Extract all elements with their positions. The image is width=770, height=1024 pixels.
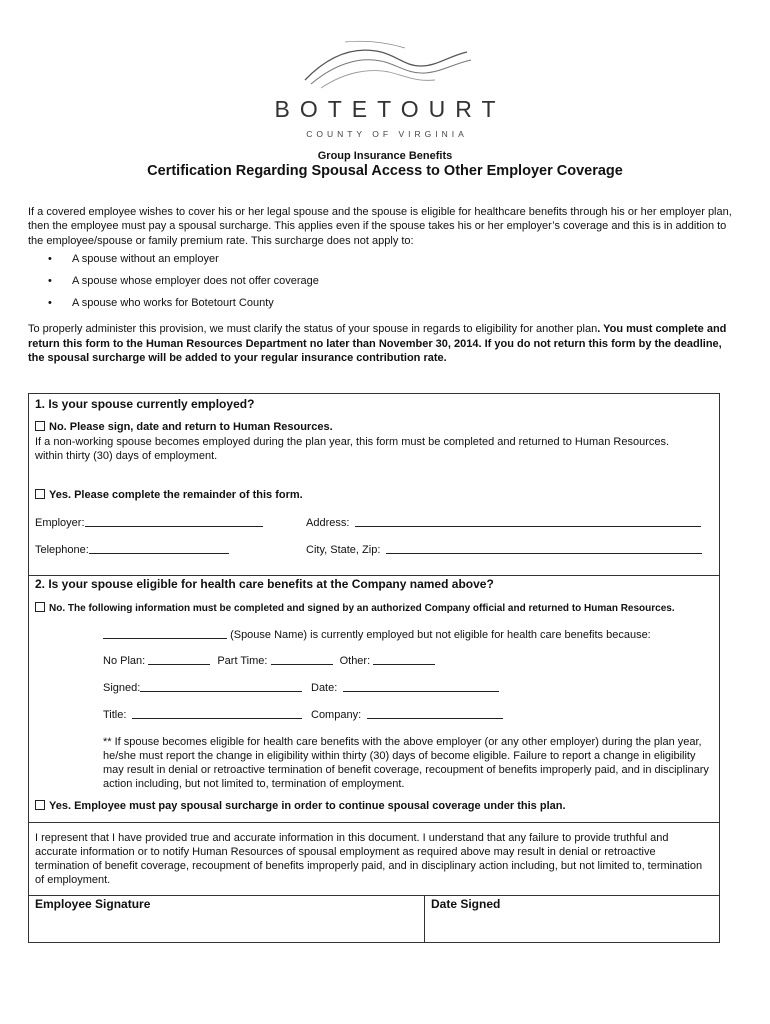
divider bbox=[29, 895, 719, 896]
intro-paragraph: If a covered employee wishes to cover his or her legal spouse and the spouse is eligible for healthcare benefits through his or her employer plan, then the employee must pay a spousal surcharge. This applies even if the spouse takes his or her employer’s coverage and this is in addition to the employee/spouse or family premium rate. This surcharge does not apply to: bbox=[28, 206, 732, 247]
option-2-yes[interactable]: Yes. Employee must pay spousal surcharge in order to continue spousal coverage under this plan. bbox=[35, 800, 566, 812]
county-logo bbox=[0, 40, 770, 139]
address-field[interactable]: Address: bbox=[306, 516, 701, 529]
other-line[interactable] bbox=[373, 654, 435, 665]
spouse-name-line[interactable] bbox=[103, 628, 227, 639]
city-field[interactable]: City, State, Zip: bbox=[306, 543, 702, 556]
employer-line[interactable] bbox=[85, 516, 263, 527]
divider bbox=[29, 822, 719, 823]
checkbox-1-yes[interactable] bbox=[35, 489, 45, 499]
company-field[interactable]: Company: bbox=[311, 708, 503, 721]
spouse-name-field[interactable]: (Spouse Name) is currently employed but not eligible for health care benefits because: bbox=[103, 628, 651, 641]
employee-signature-label: Employee Signature bbox=[35, 897, 151, 911]
page-title: Certification Regarding Spousal Access to Other Employer Coverage bbox=[147, 163, 623, 179]
list-item: • A spouse who works for Botetourt County bbox=[48, 297, 274, 309]
city-line[interactable] bbox=[386, 543, 702, 554]
checkbox-1-no[interactable] bbox=[35, 421, 45, 431]
no-employment-note: If a non-working spouse becomes employed during the plan year, this form must be completed and returned to Human Resources. within thirty (30) days of employment. bbox=[35, 436, 670, 462]
address-line[interactable] bbox=[355, 516, 701, 527]
county-name: BOTETOURT bbox=[274, 96, 506, 122]
telephone-line[interactable] bbox=[89, 543, 229, 554]
administer-paragraph: To properly administer this provision, we must clarify the status of your spouse in regards to eligibility for another plan. You must complete and return this form to the Human Resources Department no later than November 30, 2014. If you do not return this form by the deadline, the spousal surcharge will be added to your regular insurance contribution rate. bbox=[28, 323, 727, 364]
checkbox-2-yes[interactable] bbox=[35, 800, 45, 810]
option-1-yes[interactable]: Yes. Please complete the remainder of this form. bbox=[35, 489, 303, 501]
signed-field[interactable]: Signed: bbox=[103, 681, 302, 694]
reason-fields: No Plan: Part Time: Other: bbox=[103, 654, 435, 667]
divider bbox=[29, 575, 719, 576]
company-line[interactable] bbox=[367, 708, 503, 719]
form-box bbox=[28, 393, 720, 943]
option-1-no[interactable]: No. Please sign, date and return to Human Resources. bbox=[35, 421, 333, 433]
question-2: 2. Is your spouse eligible for health care benefits at the Company named above? bbox=[35, 577, 494, 591]
part-time-line[interactable] bbox=[271, 654, 333, 665]
option-2-no[interactable]: No. The following information must be completed and signed by an authorized Company official and returned to Human Resources. bbox=[35, 602, 675, 614]
date-line[interactable] bbox=[343, 681, 499, 692]
checkbox-2-no[interactable] bbox=[35, 602, 45, 612]
county-subtitle: COUNTY OF VIRGINIA bbox=[306, 129, 468, 139]
title-field[interactable]: Title: bbox=[103, 708, 302, 721]
bullet-icon: • bbox=[48, 253, 52, 265]
bullet-icon: • bbox=[48, 275, 52, 287]
bullet-icon: • bbox=[48, 297, 52, 309]
signed-line[interactable] bbox=[140, 681, 302, 692]
date-field[interactable]: Date: bbox=[311, 681, 499, 694]
mountain-logo-icon bbox=[285, 40, 485, 92]
divider bbox=[424, 896, 425, 942]
eligibility-footnote: ** If spouse becomes eligible for health care benefits with the above employer (or any other employer) during the plan year, he/she must report the change in eligibility within thirty (30) days of become eligible. Failure to report a change in eligibility may result in denial or retroactive termination of benefit coverage, recoupment of benefits improperly paid, and in disciplinary action including, but not limited to, termination of employment. bbox=[103, 736, 709, 790]
form-category: Group Insurance Benefits bbox=[317, 150, 453, 162]
employee-signature-field[interactable] bbox=[35, 914, 415, 940]
no-plan-line[interactable] bbox=[148, 654, 210, 665]
date-signed-label: Date Signed bbox=[431, 897, 501, 911]
title-line[interactable] bbox=[132, 708, 302, 719]
date-signed-field[interactable] bbox=[431, 914, 711, 940]
telephone-field[interactable]: Telephone: bbox=[35, 543, 229, 556]
list-item: • A spouse without an employer bbox=[48, 253, 219, 265]
employer-field[interactable]: Employer: bbox=[35, 516, 263, 529]
deadline-notice: . You must complete and return this form to the Human Resources Department no later than November 30, 2014. If you do not return this form by the deadline, the spousal surcharge will be added to your regular insurance contribution rate. bbox=[28, 323, 727, 364]
question-1: 1. Is your spouse currently employed? bbox=[35, 397, 255, 411]
attestation-paragraph: I represent that I have provided true and accurate information in this document. I understand that any failure to provide truthful and accurate information or to notify Human Resources of spousal employment as required above may result in denial or retroactive termination of benefit coverage, recoupment of benefits improperly paid, and in disciplinary action including, but not limited to, termination of employment. bbox=[35, 832, 703, 886]
list-item: • A spouse whose employer does not offer coverage bbox=[48, 275, 319, 287]
exemption-list bbox=[28, 252, 728, 318]
